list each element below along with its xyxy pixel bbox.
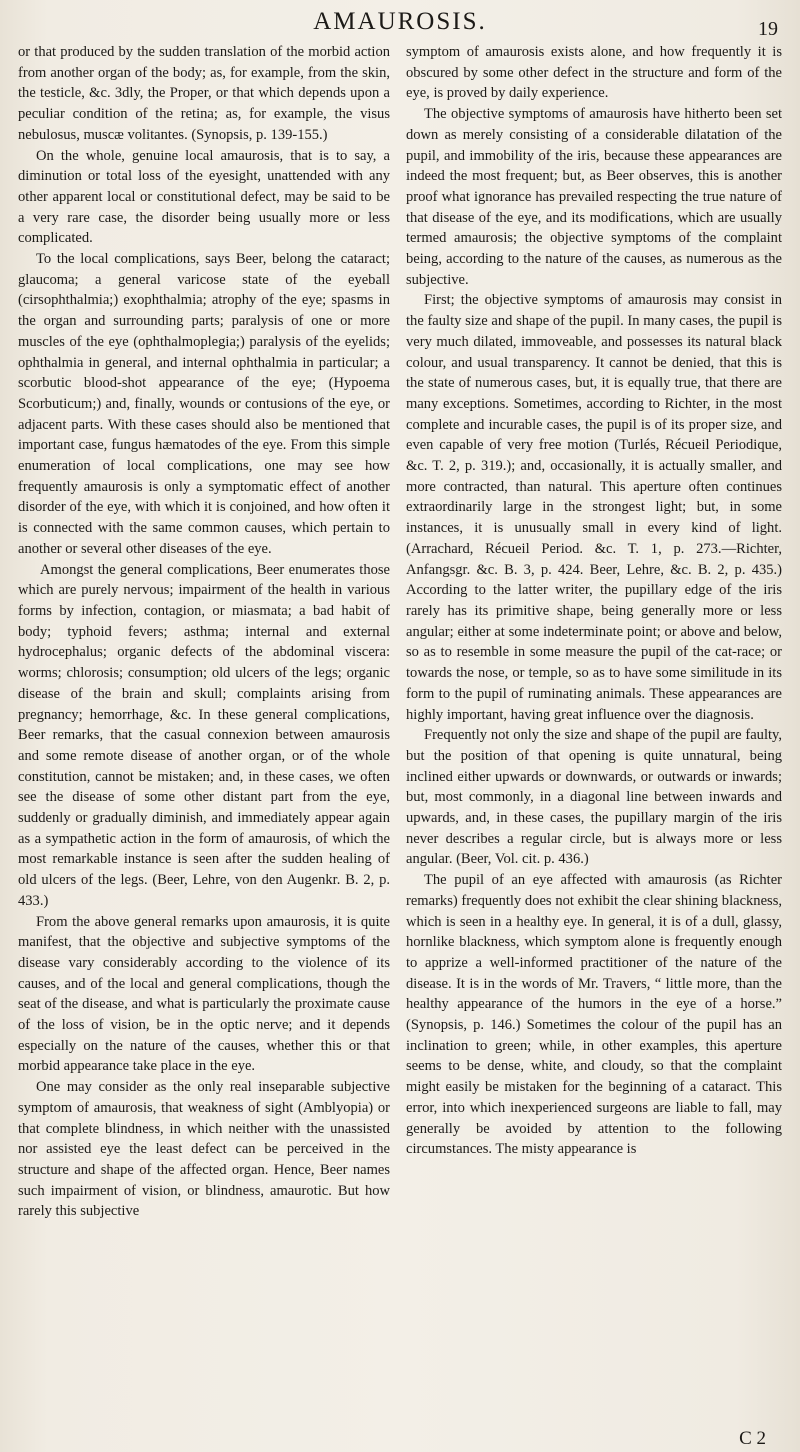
paragraph: One may consider as the only real inseparable subjective symptom of amaurosis, that weakness of sight (Amblyopia) or that complete blindness, in which neither with the unassisted nor assisted eye the least defect can be perceived in the structure and shape of the affected organ. Hence, Beer names such impairment of vision, or blindness, amaurotic. But how rarely this subjective	[18, 1079, 390, 1220]
paragraph: Frequently not only the size and shape of the pupil are faulty, but the position of that opening is quite unnatural, being inclined either upwards or downwards, or outwards or inwards; but, most commonly, in a diagonal line between inwards and upwards, and, in these cases, the pupillary margin of the iris never describes a regular circle, but is always more or less angular. (Beer, Vol. cit. p. 436.)	[406, 727, 782, 868]
paragraph: From the above general remarks upon amaurosis, it is quite manifest, that the objective and subjective symptoms of the disease vary considerably according to the violence of its causes, and of the local and general complications, though the seat of the disease, and what is particularly the proximate cause of the loss of vision, be in the optic nerve; and it depends especially on the nature of the causes, whether this or that morbid appearance take place in the eye.	[18, 913, 390, 1075]
page-number: 19	[758, 18, 778, 40]
paragraph: or that produced by the sudden translation of the morbid action from another organ of the body; as, for example, from the skin, the testicle, &c. 3dly, the Proper, or that which depends upon a peculiar condition of the retina; as, for example, the visus nebulosus, muscæ volitantes. (Synopsis, p. 139-155.)	[18, 44, 390, 143]
paragraph: Amongst the general complications, Beer enumerates those which are purely nervous; impairment of the health in various forms by infection, contagion, or miasmata; a bad habit of body; typhoid fevers; asthma; internal and external hydrocephalus; organic defects of the abdominal viscera: worms; chlorosis; consumption; old ulcers of the legs; organic disease of the brain and skull; complaints arising from pregnancy; hemorrhage, &c. In these general complications, Beer remarks, that the casual connexion between amaurosis and some remote disease of another organ, or of the whole constitution, cannot be mistaken; and, in these cases, we often see the disease of some other distant part from the eye, suddenly or gradually diminish, and immediately appear again as a sympathetic action in the form of amaurosis, of which the most remarkable instance is seen after the sudden healing of old ulcers of the legs. (Beer, Lehre, von den Augenkr. B. 2, p. 433.)	[18, 561, 390, 909]
paragraph: First; the objective symptoms of amaurosis may consist in the faulty size and shape of the pupil. In many cases, the pupil is very much dilated, immoveable, and possesses its natural black colour, and usual transparency. It cannot be denied, that this is the state of numerous cases, but, it is equally true, that there are many exceptions. Sometimes, according to Richter, in the most complete and incurable cases, the pupil is of its proper size, and even capable of very free motion (Turlés, Récueil Periodique, &c. T. 2, p. 319.); and, occasionally, it is actually smaller, and more contracted, than natural. This aperture often continues extraordinarily large in the strongest light; but, in some instances, it is unusually small in every kind of light. (Arrachard, Récueil Period. &c. T. 1, p. 273.—Richter, Anfangsgr. &c. B. 3, p. 424. Beer, Lehre, &c. B. 2, p. 435.) According to the latter writer, the pupillary edge of the iris rarely has its primitive shape, being generally more or less angular; either at some indeterminate point; or above and below, so as to resemble in some measure the pupil of the cat-race; or towards the nose, or temple, so as to have some similitude in its form to the pupil of ruminating animals. These appearances are highly important, having great influence over the diagnosis.	[406, 292, 782, 723]
left-column	[18, 42, 390, 1222]
page-header	[0, 8, 800, 44]
paragraph: To the local complications, says Beer, belong the cataract; glaucoma; a general varicose state of the eyeball (cirsophthalmia;) exophthalmia; atrophy of the eye; spasms in the organ and surrounding parts; paralysis of one or more muscles of the eye (ophthalmoplegia;) paralysis of the eyelids; ophthalmia in general, and internal ophthalmia in particular; a scorbutic blood-shot appearance of the eye; (Hypoema Scorbuticum;) and, finally, wounds or contusions of the eye, or adjacent parts. With these cases should also be mentioned that important case, fungus hæmatodes of the eye. From this simple enumeration of local complications, one may see how frequently amaurosis is only a symptomatic effect of another disorder of the eye, with which it is conjoined, and how often it is connected with the same common causes, which pertain to another or several other diseases of the eye.	[18, 251, 390, 557]
paragraph: The pupil of an eye affected with amaurosis (as Richter remarks) frequently does not exhibit the clear shining blackness, which is seen in a healthy eye. In general, it is of a dull, glassy, hornlike blackness, which symptom alone is frequently enough to apprize a well-informed practitioner of the nature of the disease. It is in the words of Mr. Travers, “ little more, than the healthy appearance of the humors in the eye of a horse.” (Synopsis, p. 146.) Sometimes the colour of the pupil has an inclination to green; while, in other examples, this aperture seems to be dense, white, and cloudy, so that the complaint might easily be mistaken for the beginning of a cataract. This error, into which inexperienced surgeons are liable to fall, may generally be avoided by attention to the following circumstances. The misty appearance is	[406, 872, 782, 1158]
paragraph: symptom of amaurosis exists alone, and how frequently it is obscured by some other defect in the structure and form of the eye, is proved by daily experience.	[406, 44, 782, 102]
paragraph: On the whole, genuine local amaurosis, that is to say, a diminution or total loss of the eyesight, unattended with any other apparent local or constitutional defect, may be said to be a very rare case, the disorder being usually more or less complicated.	[18, 147, 390, 247]
running-title: AMAUROSIS.	[313, 8, 487, 35]
paragraph: The objective symptoms of amaurosis have hitherto been set down as merely consisting of a considerable dilatation of the pupil, and immobility of the iris, because these appearances are indeed the most frequent; but, as Beer observes, this is another proof what ignorance has prevailed respecting the true nature of that disease of the eye, and its modifications, which are usually termed amaurosis; the objective symptoms of the complaint being, according to the nature of the causes, as numerous as the subjective.	[406, 106, 782, 288]
signature-mark: C 2	[739, 1428, 766, 1449]
right-column	[406, 42, 782, 1160]
